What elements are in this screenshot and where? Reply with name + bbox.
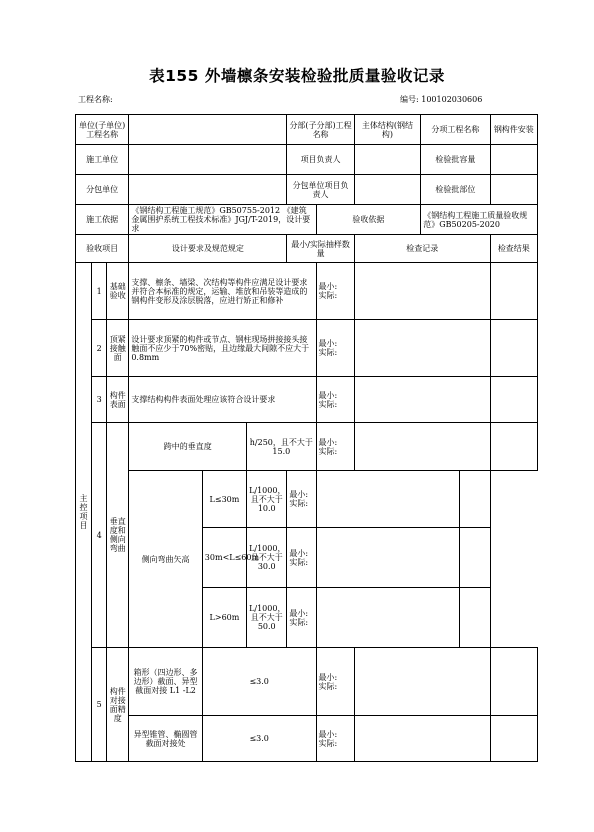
sample-cell[interactable] xyxy=(287,471,316,528)
actual-label: 实际: xyxy=(318,738,338,748)
item-requirement: 支撑、檩条、墙梁、次结构等构件应满足设计要求并符合本标准的规定，运输、堆放和吊装等造成的钢构件变形及涂层脱落，应进行矫正和修补 xyxy=(129,263,316,320)
min-label: 最小: xyxy=(289,608,309,618)
sub-project-value: 主体结构(钢结构) xyxy=(354,115,420,145)
record-cell[interactable] xyxy=(354,377,490,423)
header-result: 检查结果 xyxy=(490,235,537,263)
item-no: 5 xyxy=(92,648,107,762)
unit-value[interactable] xyxy=(129,115,287,145)
pm-value[interactable] xyxy=(354,145,420,175)
header-sample: 最小/实际抽样数量 xyxy=(287,235,354,263)
actual-label: 实际: xyxy=(318,348,338,357)
sample-cell[interactable] xyxy=(316,716,354,762)
item-project-label: 分项工程名称 xyxy=(421,115,490,145)
result-cell[interactable] xyxy=(460,471,490,528)
min-label: 最小: xyxy=(318,339,338,348)
main-control-label: 主控项目 xyxy=(76,263,92,762)
accept-label: 验收依据 xyxy=(316,205,421,235)
sample-cell[interactable] xyxy=(316,320,354,377)
min-label: 最小: xyxy=(318,672,338,682)
table-row xyxy=(76,423,538,471)
item-no: 1 xyxy=(92,263,107,320)
result-cell[interactable] xyxy=(490,423,537,471)
actual-label: 实际: xyxy=(318,446,338,456)
min-label: 最小: xyxy=(318,729,338,739)
item-no: 4 xyxy=(92,423,107,648)
project-name-label: 工程名称: xyxy=(78,95,113,104)
constructor-value[interactable] xyxy=(129,145,287,175)
sub-project-label: 分部(子分部)工程名称 xyxy=(287,115,354,145)
joint-label: 箱形（四边形、多边形）截面、异型截面对接 L1 -L2 xyxy=(129,648,202,716)
joint-label: 异型锥管、椭圆管截面对接处 xyxy=(129,716,202,762)
record-cell[interactable] xyxy=(354,648,490,716)
item-requirement: 设计要求顶紧的构件或节点、钢柱现场拼接接头接触面不应少于70%密贴，且边缘最大间隙不应大于0.8mm xyxy=(129,320,316,377)
header-design: 设计要求及规范规定 xyxy=(129,235,287,263)
page-title: 表155 外墙檩条安装检验批质量验收记录 xyxy=(149,67,445,85)
item-name: 基础验收 xyxy=(107,263,129,320)
lateral-label: 侧向弯曲矢高 xyxy=(129,471,202,648)
min-label: 最小: xyxy=(289,490,309,499)
joint-value: ≤3.0 xyxy=(202,648,316,716)
part-label: 检验批部位 xyxy=(421,175,490,205)
record-cell[interactable] xyxy=(316,528,460,588)
record-cell[interactable] xyxy=(354,320,490,377)
mid-span-value: h/250，且不大于15.0 xyxy=(247,423,316,471)
item-project-value: 钢构件安装 xyxy=(490,115,537,145)
part-value[interactable] xyxy=(490,175,537,205)
table-row xyxy=(76,648,538,716)
capacity-value[interactable] xyxy=(490,145,537,175)
header-record: 检查记录 xyxy=(354,235,490,263)
min-label: 最小: xyxy=(318,282,338,291)
item-no: 3 xyxy=(92,377,107,423)
code-label: 编号: xyxy=(400,95,419,104)
code-line xyxy=(400,94,482,105)
record-cell[interactable] xyxy=(354,716,490,762)
result-cell[interactable] xyxy=(490,716,537,762)
sample-cell[interactable] xyxy=(287,528,316,588)
actual-label: 实际: xyxy=(318,681,338,691)
sample-cell[interactable] xyxy=(316,377,354,423)
actual-label: 实际: xyxy=(318,291,338,300)
sample-cell[interactable] xyxy=(316,263,354,320)
code-value: 100102030606 xyxy=(421,95,483,104)
actual-label: 实际: xyxy=(289,557,309,567)
result-cell[interactable] xyxy=(490,377,537,423)
record-cell[interactable] xyxy=(354,263,490,320)
record-cell[interactable] xyxy=(354,423,490,471)
result-cell[interactable] xyxy=(490,320,537,377)
item-name: 构件表面 xyxy=(107,377,129,423)
actual-label: 实际: xyxy=(318,399,338,409)
item-requirement: 支撑结构构件表面处理应该符合设计要求 xyxy=(129,377,316,423)
item-name: 构件对接面精度 xyxy=(107,648,129,762)
condition: L≤30m xyxy=(202,471,246,528)
table-row xyxy=(76,263,538,320)
min-label: 最小: xyxy=(289,548,309,558)
table-row xyxy=(76,716,538,762)
result-cell[interactable] xyxy=(490,648,537,716)
item-no: 2 xyxy=(92,320,107,377)
sub-pm-label: 分包单位项目负责人 xyxy=(287,175,354,205)
basis-value: 《钢结构工程施工规范》GB50755-2012 《建筑金属围护系统工程技术标准》JGJ/T-2019，设计要求 xyxy=(129,205,316,235)
mid-span-label: 跨中的垂直度 xyxy=(129,423,247,471)
result-cell[interactable] xyxy=(460,588,490,648)
capacity-label: 检验批容量 xyxy=(421,145,490,175)
subcontractor-value[interactable] xyxy=(129,175,287,205)
table-row xyxy=(76,320,538,377)
condition-value: L/1000，且不大于10.0 xyxy=(247,471,287,528)
sample-cell[interactable] xyxy=(287,588,316,648)
basis-label: 施工依据 xyxy=(76,205,129,235)
condition-value: L/1000，且不大于50.0 xyxy=(247,588,287,648)
subcontractor-label: 分包单位 xyxy=(76,175,129,205)
condition: L>60m xyxy=(202,588,246,648)
result-cell[interactable] xyxy=(490,263,537,320)
result-cell[interactable] xyxy=(460,528,490,588)
sample-cell[interactable] xyxy=(316,648,354,716)
table-row xyxy=(76,377,538,423)
header-item: 验收项目 xyxy=(76,235,129,263)
record-cell[interactable] xyxy=(316,588,460,648)
pm-label: 项目负责人 xyxy=(287,145,354,175)
constructor-label: 施工单位 xyxy=(76,145,129,175)
actual-label: 实际: xyxy=(289,617,309,627)
item-name: 垂直度和侧向弯曲 xyxy=(107,423,129,648)
item-name: 顶紧接触面 xyxy=(107,320,129,377)
sub-pm-value[interactable] xyxy=(354,175,420,205)
joint-value: ≤3.0 xyxy=(202,716,316,762)
condition-value: L/1000，且不大于30.0 xyxy=(247,528,287,588)
sample-cell[interactable] xyxy=(316,423,354,471)
accept-value: 《钢结构工程施工质量验收规范》GB50205-2020 xyxy=(421,205,538,235)
actual-label: 实际: xyxy=(289,499,309,508)
min-label: 最小: xyxy=(318,437,338,447)
inspection-record-table xyxy=(75,114,538,762)
min-label: 最小: xyxy=(318,390,338,400)
table-row xyxy=(76,471,538,528)
condition: 30m<L≤60m xyxy=(202,528,246,588)
record-cell[interactable] xyxy=(316,471,460,528)
unit-label: 单位(子单位)工程名称 xyxy=(76,115,129,145)
